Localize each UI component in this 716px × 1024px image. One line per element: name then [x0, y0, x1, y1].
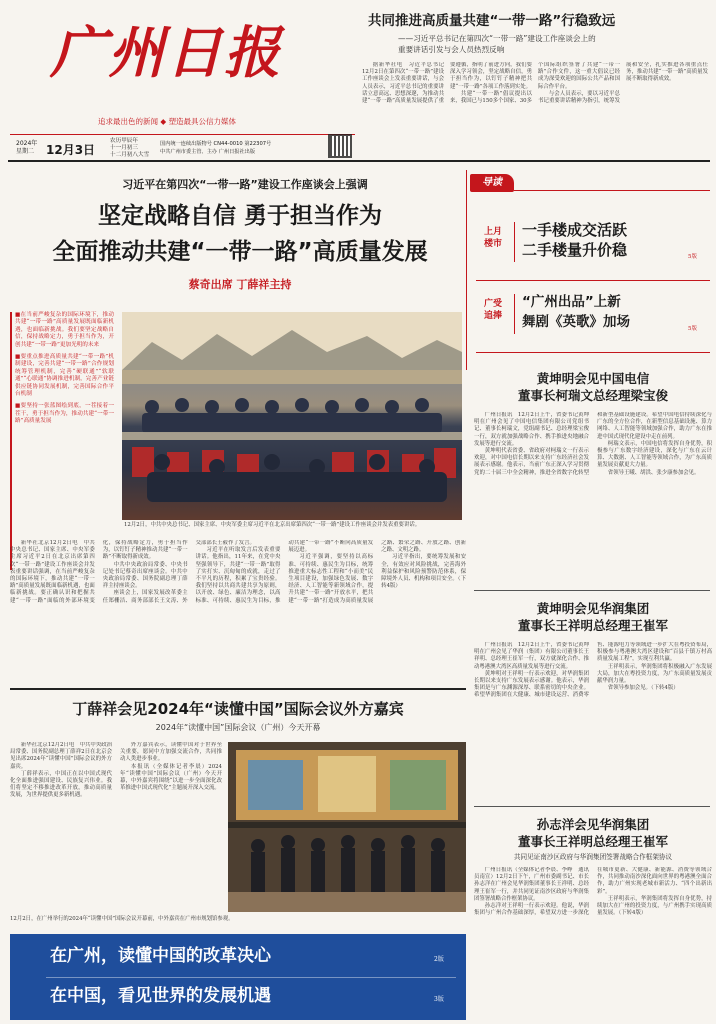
right-story-3-title-2: 董事长王祥明总经理王崔军	[517, 834, 668, 849]
bullet-square-icon: ■	[15, 354, 21, 361]
lunar-2: 十一月初三	[110, 145, 138, 151]
bottom-banner	[10, 934, 466, 1020]
guide-line-1b: 二手楼量升价稳	[522, 241, 628, 259]
masthead-slogan	[98, 116, 236, 127]
lead-bullet-3: ■要坚持一张蓝图绘到底，一茬接着一茬干，勇于担当作为，推动共建“一带一路”高质量发展	[15, 403, 114, 425]
publisher: 中共广州市委主管、主办 广州日报社出版	[160, 149, 256, 155]
ding-subtitle: 2024年“读懂中国”国际会议（广州）今天开幕	[155, 723, 321, 732]
date-year: 2024年	[16, 140, 38, 147]
guide-line-2a: “广州出品”上新	[522, 294, 621, 310]
right-story-2-title-1: 黄坤明会见华润集团	[536, 601, 650, 616]
banner-page-2: 3版	[434, 996, 444, 1003]
lead-photo-caption: 12月2日，中共中央总书记、国家主席、中央军委主席习近平在北京出席第四次“一带一路”建设工作座谈会并发表重要讲话。	[124, 522, 421, 528]
banner-line-1[interactable]	[10, 938, 466, 976]
ding-photo	[228, 742, 466, 912]
right-story-1-title-2: 董事长柯瑞文总经理梁宝俊	[517, 388, 668, 403]
lead-kicker: 习近平在第四次“一带一路”建设工作座谈会上强调	[122, 178, 368, 191]
guide-item-1[interactable]	[476, 218, 712, 278]
right-story-1-title-1: 黄坤明会见中国电信	[536, 371, 650, 386]
lunar-1: 农历甲辰年	[110, 138, 138, 144]
slogan-divider-icon: ◆	[160, 117, 167, 126]
right-story-3-body: 广州日报讯（全媒体记者李晨、李峥 通讯员南宣）12月2日下午，广州市委副书记、市长孙志洋在广州会见华润集团董事长王祥明、总经理王崔军一行，并共同见证南沙区政府与华润集团签署战略合作框架协议。 孙志洋对王祥明一行表示欢迎。他说，华润集团与广州合作基础深厚，希望双方进一步深化在城市更新、大健康、新能源、消费等领域合作，共同推动南沙深化面向世界的粤港澳全面合作，助力广州实现老城市新活力、“四个出新出彩”。 王祥明表示，华润集团将发挥自身优势，持续加大在广州的投资力度，与广州携手实现高质量发展。（下转4版）	[474, 867, 712, 917]
masthead-logo: 广州日报	[50, 20, 282, 86]
ding-title: 丁薛祥会见2024年“读懂中国”国际会议外方嘉宾	[72, 700, 404, 718]
bullet-square-icon: ■	[15, 403, 21, 410]
guide-page-1: 5版	[688, 254, 697, 260]
guide-badge: 导读	[470, 174, 514, 192]
right-story-1	[474, 360, 712, 588]
right-story-3	[474, 810, 712, 1020]
bullet-square-icon: ■	[15, 312, 21, 318]
lead-byline: 蔡奇出席 丁薛祥主持	[188, 278, 292, 291]
lead-photo	[122, 312, 462, 520]
lunar-3: 十二月初八大雪	[110, 152, 150, 158]
ding-photo-scene	[228, 742, 466, 912]
banner-line-2[interactable]	[10, 978, 466, 1016]
top-story-subtitle-2: 重要讲话引发与会人员热烈反响	[398, 45, 505, 54]
lead-bullet-2: ■要重点推进高质量共建“一带一路”机制建设，完善共建“一带一路”合作规划统筹管理机制，完善“硬联通”“软联通”“心联通”协调推进机制，完善产业链供应链协同发展机制，完善国际合作平台机制	[15, 354, 114, 398]
banner-page-1: 2版	[434, 956, 444, 963]
lead-headline-1: 坚定战略自信 勇于担当作为	[97, 203, 382, 229]
lunar-block	[110, 138, 149, 159]
right-story-2	[474, 594, 712, 804]
date-main: 12月3日	[46, 143, 96, 157]
right-story-2-body: 广州日报讯 12月2日上午，省委书记黄坤明在广州会见了华润（集团）有限公司董事长王祥明、总经理王崔军一行，双方就深化合作、推动粤港澳大湾区高质量发展等进行交流。 黄坤明对王祥明一行表示欢迎，对华润集团长期以来支持广东发展表示感谢。他表示，华润集团是与广东渊源深厚、联系密切的中央企业。希望华润集团在大健康、城市建设运营、消费零售、能源电力等领域进一步扩大在粤投资布局，积极参与粤港澳大湾区建设和“百县千镇万村高质量发展工程”，实现互利共赢。 王祥明表示，华润集团将积极融入广东发展大局，加大在粤投资力度，为广东高质量发展贡献华润力量。 省领导参加会见。（下转4版）	[474, 642, 712, 699]
lead-body: 新华社北京12月2日电 中共中央总书记、国家主席、中央军委主席习近平2日在北京出席第四次“一带一路”建设工作座谈会并发表重要讲话强调，在当前严峻复杂的国际环境下，推动共建“一带一路”高质量发展既面临新机遇，也面临新挑战。要正确认识和把握共建“一带一路”面临的外部环境变化，保持战略定力，勇于担当作为，以钉钉子精神推动共建“一带一路”不断取得新成效。 中共中央政治局常委、中央书记处书记蔡奇出席座谈会。中共中央政治局常委、国务院副总理丁薛祥主持座谈会。 座谈会上，国家发展改革委主任郑栅洁、商务部部长王文涛、外交部部长王毅作了发言。 习近平在听取发言后发表重要讲话。他指出，11年来，在党中央坚强领导下，共建“一带一路”取得了实打实、沉甸甸的成就，走过了不平凡的历程，积累了宝贵经验。我们坚持以共商共建共享为原则，以开放、绿色、廉洁为理念，以高标准、可持续、惠民生为目标，推动共建“一带一路”不断向高质量发展迈进。 习近平强调，要坚持以高标准、可持续、惠民生为目标，统筹推进重大标志性工程和“小而美”民生项目建设，加强绿色发展、数字经济、人工智能等新领域合作，提升共建“一带一路”开放水平，把共建“一带一路”打造成为高质量发展之路、繁荣之路、开放之路、创新之路、文明之路。 习近平指出，要统筹发展和安全，有效应对风险挑战，完善海外利益保护和风险预警防范体系，保障境外人员、机构和项目安全。（下转4版）	[10, 540, 466, 604]
masthead	[10, 8, 355, 158]
top-story-body: 据新华社电 习近平总书记12月2日在第四次“一带一路”建设工作座谈会上发表重要讲话，与会人员表示，习近平总书记的重要讲话立意高远、思想深邃，为推动共建“一带一路”高质量发展提供了重要遵循，指明了前进方向，我们要深入学习领会，坚定战略自信，勇于担当作为，以钉钉子精神把共建“一带一路”各项工作落到实处。 共建“一带一路”倡议提出以来，我国已与150多个国家、30多个国际组织签署了共建“一带一路”合作文件，这一重大倡议已经成为深受欢迎的国际公共产品和国际合作平台。 与会人员表示，要以习近平总书记重要讲话精神为指引，统筹发展和安全，扎实推进各项重点任务，推动共建“一带一路”高质量发展不断取得新成效。	[362, 62, 708, 105]
guide-tag-2: 广受 追捧	[483, 299, 502, 321]
top-story-title: 共同推进高质量共建“一带一路”行稳致远	[368, 13, 616, 29]
lead-bullets	[10, 312, 114, 570]
top-story	[362, 8, 710, 153]
guide-item-2[interactable]	[476, 290, 712, 350]
guide-line-2b: 舞剧《英歌》加场	[522, 314, 630, 330]
publication-info	[160, 140, 320, 156]
issn: 国内统一连续出版物号 CN44-0010 第22307号	[160, 141, 272, 147]
banner-text-1: 在广州，读懂中国的改革决心	[50, 946, 271, 966]
date-block	[16, 140, 37, 156]
right-story-3-title-1: 孙志洋会见华润集团	[536, 817, 650, 832]
guide-line-1a: 一手楼成交活跃	[522, 221, 628, 239]
right-story-3-subtitle: 共同见证南沙区政府与华润集团签署战略合作框架协议	[513, 853, 673, 861]
lead-headline-2: 全面推动共建“一带一路”高质量发展	[52, 239, 428, 265]
lead-bullet-1: ■在当前严峻复杂的国际环境下，推动共建“一带一路”高质量发展既面临新机遇，也面临新挑战。我们要坚定战略自信，保持战略定力，勇于担当作为，开创共建“一带一路”更加光明的未来	[15, 312, 114, 348]
guide-page-2: 5版	[688, 326, 697, 332]
guide-tag-1: 上月 楼市	[483, 227, 502, 249]
slogan-b: 塑造最具公信力媒体	[168, 117, 237, 126]
date-weekday: 星期二	[16, 148, 35, 155]
top-story-subtitle-1: ——习近平总书记在第四次“一带一路”建设工作座谈会上的	[398, 34, 596, 43]
lead-photo-scene	[122, 312, 462, 520]
banner-text-2: 在中国，看见世界的发展机遇	[50, 986, 271, 1006]
slogan-a: 追求最出色的新闻	[98, 117, 158, 126]
ding-story	[10, 688, 466, 932]
qr-code-icon	[328, 134, 352, 158]
ding-body: 新华社北京12月2日电 中共中央政治局常委、国务院副总理丁薛祥2日在北京会见出席2024年“读懂中国”国际会议的外方嘉宾。 丁薛祥表示，中国正在以中国式现代化全面推进强国建设、民族复兴伟业。我们将坚定不移推进改革开放，推动高质量发展，为世界提供更多新机遇。 外方嘉宾表示，读懂中国对于世界至关重要，愿同中方加强交流合作，共同推动人类进步事业。 本报讯（全媒体记者李晨）2024年“读懂中国”国际会议（广州）今天开幕，中外嘉宾将围绕“以进一步全面深化改革推进中国式现代化”主题展开深入交流。	[10, 742, 222, 799]
right-story-1-body: 广州日报讯 12月2日上午，省委书记黄坤明在广州会见了中国电信集团有限公司党组书记、董事长柯瑞文，党组副书记、总经理梁宝俊一行，双方就加强战略合作、携手推进央地融合发展等进行交流。 黄坤明代表省委、省政府对柯瑞文一行表示欢迎，对中国电信长期以来支持广东经济社会发展表示感谢。他表示，当前广东正深入学习贯彻党的二十届三中全会精神，推进全省数字化转型和新型基础设施建设。希望中国电信持续深化与广东的全方位合作，在新型信息基础设施、算力网络、人工智能等领域加强合作，助力广东在推进中国式现代化建设中走在前列。 柯瑞文表示，中国电信将发挥自身优势，积极参与广东数字经济建设，深化与广东在云计算、大数据、人工智能等领域合作，为广东高质量发展贡献更大力量。 省领导王曦、胡洪、张少康参加会见。	[474, 412, 712, 476]
right-story-2-title-2: 董事长王祥明总经理王崔军	[517, 618, 668, 633]
ding-photo-caption: 12月2日，在广州举行的2024年“读懂中国”国际会议开幕前，中外嘉宾在广州市规划馆参观。	[10, 916, 234, 922]
